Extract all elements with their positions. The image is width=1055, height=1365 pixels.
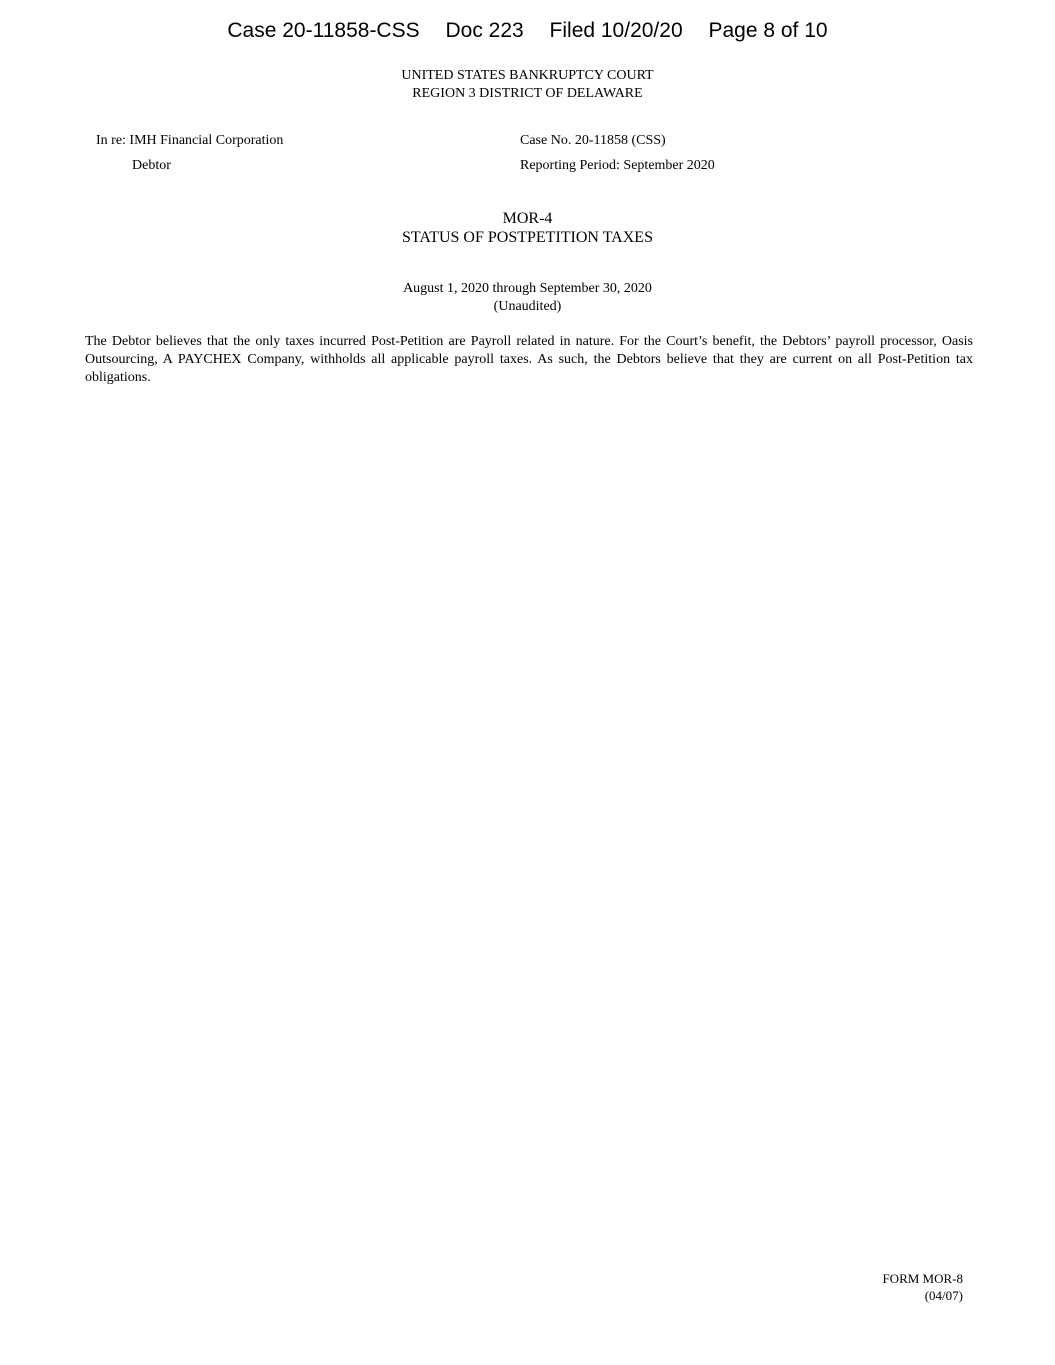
form-title-block bbox=[0, 209, 1055, 247]
filed-date: Filed 10/20/20 bbox=[549, 19, 683, 42]
case-header bbox=[0, 19, 1055, 43]
footer-form-label: FORM MOR-8 bbox=[882, 1271, 963, 1286]
tax-statement: The Debtor believes that the only taxes incurred Post-Petition are Payroll related in nature. For the Court’s benefit, the Debtors’ payroll processor, Oasis Outsourcing, A PAYCHEX Company, withholds all applicable payroll taxes. As such, the Debtors believe that they are current on all Post-Petition tax obligations. bbox=[85, 334, 973, 385]
unaudited-note: (Unaudited) bbox=[493, 299, 562, 314]
in-re-line: In re: IMH Financial Corporation bbox=[96, 133, 284, 148]
case-number: Case 20-11858-CSS bbox=[227, 19, 420, 42]
court-district: REGION 3 DISTRICT OF DELAWARE bbox=[412, 86, 643, 101]
reporting-period-line: Reporting Period: September 2020 bbox=[520, 158, 715, 173]
case-no-line: Case No. 20-11858 (CSS) bbox=[520, 133, 666, 148]
period-range: August 1, 2020 through September 30, 2020 bbox=[403, 281, 652, 296]
form-code: MOR-4 bbox=[502, 210, 553, 227]
page-indicator: Page 8 of 10 bbox=[708, 19, 828, 42]
debtor-label: Debtor bbox=[132, 158, 171, 173]
court-heading bbox=[0, 67, 1055, 103]
period-block bbox=[0, 280, 1055, 316]
form-footer bbox=[882, 1270, 963, 1304]
document-number: Doc 223 bbox=[445, 19, 524, 42]
form-title: STATUS OF POSTPETITION TAXES bbox=[402, 229, 653, 246]
court-name: UNITED STATES BANKRUPTCY COURT bbox=[401, 68, 654, 83]
footer-revision: (04/07) bbox=[924, 1288, 963, 1303]
